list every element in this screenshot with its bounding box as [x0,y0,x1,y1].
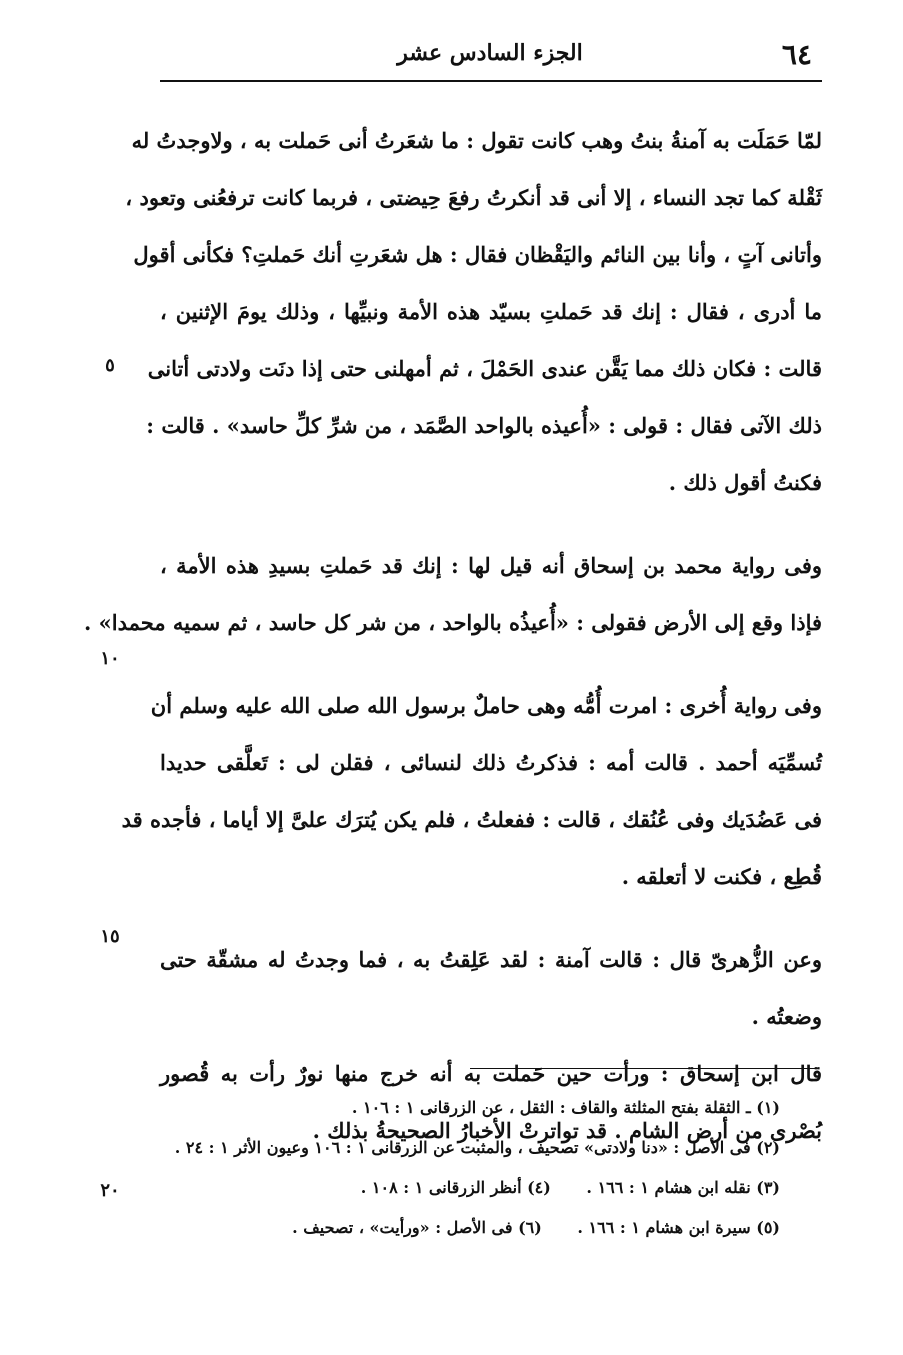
text-line: تُسمِّيَه أحمد . قالت أمه : فذكرتُ ذلك لنسائى ، فقلن لى : تَعلَّقى حديدا [160,750,822,775]
margin-line-number: ١٥ [100,926,120,947]
header-rule [160,80,822,82]
text-line: وفى رواية محمد بن إسحاق أنه قيل لها : إنك قد حَملتِ بسيدِ هذه الأمة ، [160,553,822,578]
margin-line-number: ٥ [105,355,115,376]
paragraph [160,931,822,1045]
footnotes [160,1088,780,1248]
text-line: بُصْرى من أرض الشام . قد تواترتْ الأخبارُ الصحيحةُ بذلك . [312,1118,822,1143]
margin-line-number: ١٠ [100,648,120,669]
text-line: ذلك الآتى فقال : قولى : «أُعيذه بالواحد الصَّمَد ، من شرِّ كلِّ حاسد» . قالت : [146,413,822,438]
text-line: ثَقْلة كما تجد النساء ، إلا أنى قد أنكرتُ رفعَ حِيضتى ، فربما كانت ترفعُنى وتعود ، [125,185,822,210]
text-line: ما أدرى ، فقال : إنك قد حَملتِ بسيّد هذه الأمة ونبيِّها ، وذلك يومَ الإثنين ، [160,299,822,324]
text-line: فإذا وقع إلى الأرض فقولى : «أُعيذُه بالواحد ، من شر كل حاسد ، ثم سميه محمدا» . [84,610,822,635]
running-title: الجزء السادس عشر [397,40,583,66]
page-number: ٦٤ [781,38,812,71]
paragraph [125,112,822,511]
text-line: قُطِع ، فكنت لا أتعلقه . [621,864,822,889]
footnote: (٣) نقله ابن هشام ١ : ١٦٦ . [586,1178,780,1197]
footnote: (٤) أنظر الزرقانى ١ : ١٠٨ . [360,1178,551,1197]
paragraph [84,537,822,651]
text-line: وعن الزُّهرىّ قال : قالت آمنة : لقد عَلِقتُ به ، فما وجدتُ له مشقّة حتى [160,947,822,972]
paragraph [121,677,822,905]
text-line: وفى رواية أُخرى : امرت أُمُّه وهى حاملٌ برسول الله صلى الله عليه وسلم أن [150,693,822,718]
footnote: (٥) سيرة ابن هشام ١ : ١٦٦ . [577,1218,780,1237]
footnote: (٦) فى الأصل : «ورأيت» ، تصحيف . [292,1218,542,1237]
footnote-row [160,1208,780,1248]
text-line: قالت : فكان ذلك مما يَقَّن عندى الحَمْلَ ، ثم أمهلنى حتى إذا دنَت ولادتى أتانى [147,356,822,381]
text-line: وضعتُه . [751,1004,822,1029]
page-header [160,32,820,82]
text-line: قال ابن إسحاق : ورأت حين حَملت به أنه خرج منها نورٌ رأت به قُصور [160,1061,822,1086]
margin-line-number: ٢٠ [100,1180,120,1201]
footnote: (٢) فى الأصل : «دنا ولادتى» تصحيف ، والمثبت عن الزرقانى ١ : ١٠٦ وعيون الأثر ١ : ٢٤ . [174,1138,780,1157]
text-line: وأتانى آتٍ ، وأنا بين النائم واليَقْظان فقال : هل شعَرتِ أنك حَملتِ؟ فكأنى أقول [133,242,822,267]
footnote-row [160,1168,780,1208]
text-line: فكنتُ أقول ذلك . [668,470,822,495]
footnote-rule [470,1068,818,1069]
text-line: فى عَضُدَيك وفى عُنُقك ، قالت : ففعلتُ ، فلم يكن يُترَك علىَّ إلا أياما ، فأجده قد [121,807,822,832]
footnote: (١) ـ الثقلة بفتح المثلثة والقاف : الثقل ، عن الزرقانى ١ : ١٠٦ . [351,1098,780,1117]
text-line: لمّا حَمَلَت به آمنةُ بنتُ وهب كانت تقول : ما شعَرتُ أنى حَملت به ، ولاوجدتُ له [131,128,822,153]
